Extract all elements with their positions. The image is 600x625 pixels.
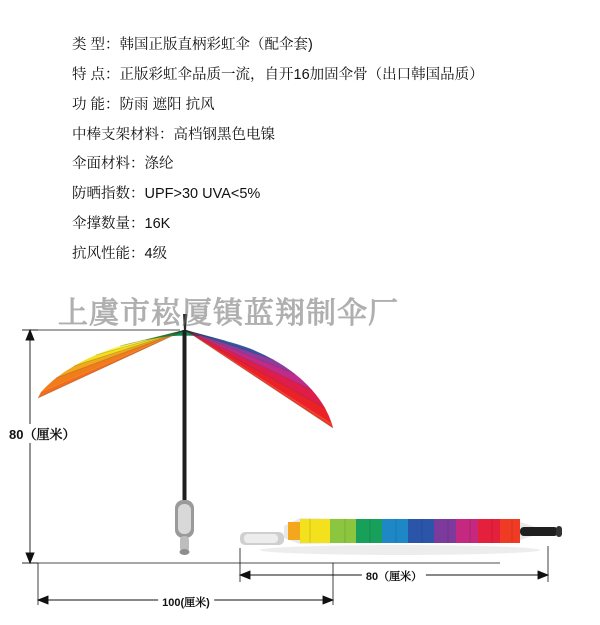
spec-row	[72, 66, 572, 85]
spec-row	[72, 185, 572, 204]
spec-value: UPF>30 UVA<5%	[144, 186, 261, 203]
spec-value: 防雨 遮阳 抗风	[119, 96, 215, 113]
spec-value: 高档钢黑色电镍	[173, 126, 275, 143]
spec-value: 韩国正版直柄彩虹伞（配伞套)	[119, 37, 313, 53]
spec-row	[72, 155, 572, 174]
spec-row	[72, 245, 572, 264]
spec-value: 4级	[144, 245, 168, 262]
spec-row	[72, 215, 572, 234]
specification-list	[72, 36, 572, 275]
open-umbrella-illustration	[38, 314, 333, 555]
spec-label: 防晒指数：	[72, 186, 145, 203]
spec-label: 类 型：	[72, 37, 120, 53]
spec-label: 伞面材料：	[72, 156, 145, 173]
closed-umbrella-illustration	[240, 518, 562, 555]
spec-label: 功 能：	[72, 96, 120, 113]
spec-label: 中棒支架材料：	[72, 126, 174, 143]
spec-value: 16K	[144, 216, 171, 233]
height-dimension	[22, 330, 38, 563]
spec-value: 正版彩虹伞品质一流，自开16加固伞骨（出口韩国品质）	[119, 66, 484, 83]
height-dimension-label: 80（厘米）	[8, 424, 76, 443]
closed-length-dimension-label: 80（厘米）	[362, 568, 426, 584]
width-dimension-label: 100(厘米)	[158, 594, 214, 610]
spec-row	[72, 96, 572, 115]
watermark-text: 上虞市崧厦镇蓝翔制伞厂	[58, 297, 399, 330]
spec-value: 涤纶	[144, 156, 174, 173]
spec-row	[72, 36, 572, 55]
spec-label: 特 点：	[72, 66, 120, 83]
spec-label: 抗风性能：	[72, 245, 145, 262]
umbrella-diagram	[0, 300, 600, 625]
spec-label: 伞撑数量：	[72, 216, 145, 233]
spec-row	[72, 126, 572, 145]
